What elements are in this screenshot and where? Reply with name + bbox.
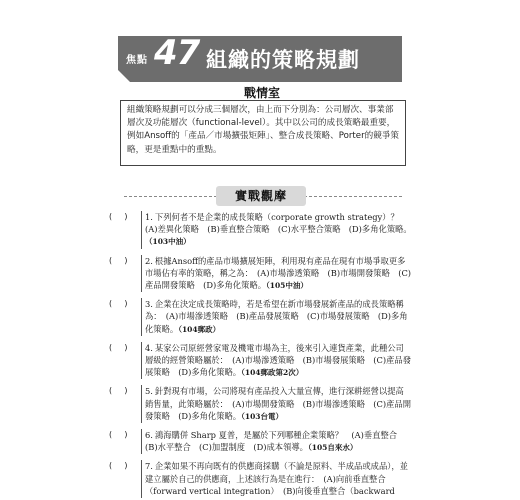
answer-blank: ( ) xyxy=(108,299,132,309)
answer-blank: ( ) xyxy=(108,255,132,265)
answer-blank: ( ) xyxy=(108,430,132,440)
question-number: 4. xyxy=(145,342,153,353)
question-number: 6. xyxy=(145,430,153,441)
question-source: （103中油） xyxy=(145,237,191,247)
answer-blank: ( ) xyxy=(108,212,132,221)
question-1 xyxy=(108,211,412,249)
question-7 xyxy=(108,460,412,498)
question-text: 下列何者不是企業的成長策略（corporate growth strategy）？ (A)差異化策略 (B)垂直整合策略 (C)水平整合策略 (D)多角化策略。 xyxy=(145,212,412,235)
answer-blank: ( ) xyxy=(108,342,132,352)
practice-heading: 實戰觀摩 xyxy=(216,186,306,206)
question-6 xyxy=(108,429,412,454)
question-3 xyxy=(108,298,412,336)
question-number: 1. xyxy=(145,212,153,222)
question-text: 某家公司原經營家電及機電市場為主，後來引入連貨產業，此種公司層級的經營策略屬於： (A)市場滲透策略 (B)市場發展策略 (C)產品發展策略 (D)多角化策略。 xyxy=(145,342,412,378)
question-4 xyxy=(108,342,412,380)
question-number: 2. xyxy=(145,255,153,266)
answer-blank: ( ) xyxy=(108,461,132,471)
intel-text: 組織策略規劃可以分成三個層次，由上而下分別為：公司層次、事業部層次及功能層次（functional-level）。其中以公司的成長策略最重要，例如Ansoff的「產品／市場擴張矩陣」、整合成長策略、Porter的競爭策略，更是重點中的重點。 xyxy=(127,105,399,155)
focus-label: 焦點 xyxy=(126,55,148,66)
intel-heading: 戰情室 xyxy=(243,86,280,100)
question-list xyxy=(108,211,412,498)
question-source: （105自來水） xyxy=(307,443,358,453)
question-number: 3. xyxy=(145,299,153,310)
intel-box xyxy=(120,100,406,166)
page-title: 組織的策略規劃 xyxy=(206,48,360,72)
question-source: （104郵政第2次） xyxy=(241,368,304,378)
question-source: （104郵政） xyxy=(178,324,221,334)
answer-blank: ( ) xyxy=(108,386,132,396)
question-source: （103台電） xyxy=(241,411,284,421)
question-text: 企業如果不再向既有的供應商採購（不論是原料、半成品或成品），並建立屬於自己的供應商，上述該行為是在進行： (A)向前垂直整合（forward vertical integration） (B)向後垂直整合（backward xyxy=(145,461,408,496)
question-number: 7. xyxy=(145,461,153,472)
question-text: 根據Ansoff的產品市場擴展矩陣，利用現有產品在現有市場爭取更多市場佔有率的策略，稱之為： (A)市場滲透策略 (B)市場開發策略 (C)產品開發策略 (D)多角化策略。 xyxy=(145,255,412,291)
question-text: 針對現有市場，公司將現有產品投入大量宣傳，進行深耕經營以提高銷售量，此策略屬於： (A)市場開發策略 (B)市場滲透策略 (C)產品開發策略 (D)多角化策略。 xyxy=(145,386,412,421)
question-source: （105中油） xyxy=(266,281,308,291)
question-5 xyxy=(108,385,412,423)
question-2 xyxy=(108,255,412,293)
question-text: 企業在決定成長策略時，若是希望在新市場發展新產品的成長策略稱為： (A)市場滲透策略 (B)產品發展策略 (C)市場發展策略 (D)多角化策略。 xyxy=(145,299,408,334)
focus-number: 47 xyxy=(154,33,200,73)
question-number: 5. xyxy=(145,386,153,397)
question-text: 鴻海購併 Sharp 夏普，是屬於下列哪種企業策略？ (A)垂直整合 (B)水平整合 (C)加盟制度 (D)成本領導。 xyxy=(145,430,406,453)
